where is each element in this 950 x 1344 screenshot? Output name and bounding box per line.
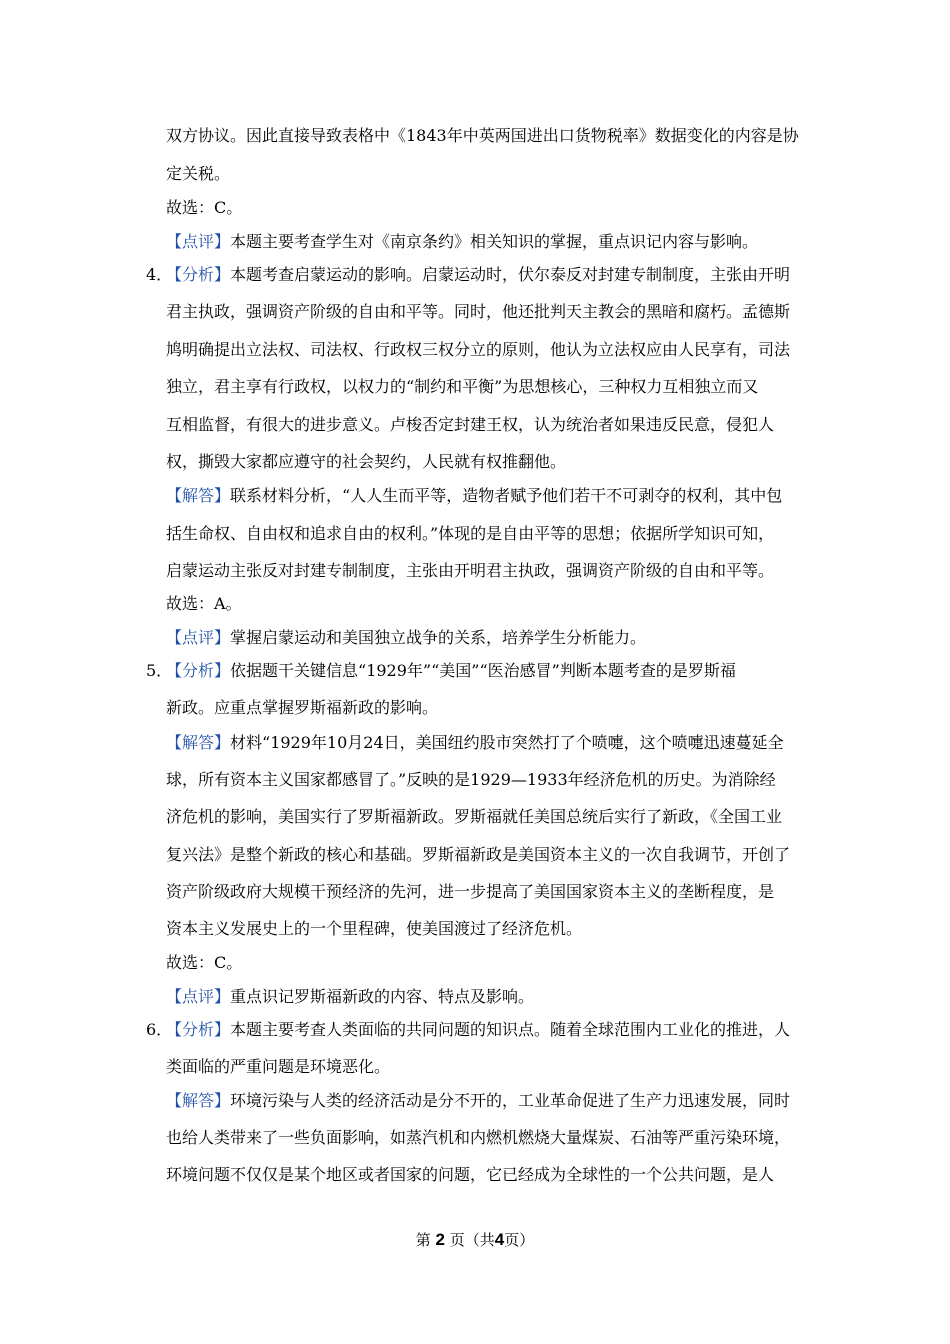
q4-analysis-line-6: 权，撕毁大家都应遵守的社会契约，人民就有权推翻他。 [166, 452, 567, 471]
q4-analysis-line-2: 君主执政，强调资产阶级的自由和平等。同时，他还批判天主教会的黑暗和腐朽。孟德斯 [166, 302, 791, 321]
q6-number: 6． [146, 1020, 173, 1039]
q4-analysis-line-3: 鸠明确提出立法权、司法权、行政权三权分立的原则，他认为立法权应由人民享有，司法 [166, 340, 791, 359]
q4-answer: 故选：A。 [166, 594, 242, 613]
q3-answer: 故选：C。 [166, 198, 243, 217]
q4-solution-line-1: 【解答】联系材料分析，“人人生而平等，造物者赋予他们若干不可剥夺的权利，其中包 [166, 486, 783, 505]
analysis-tag: 【分析】 [166, 661, 231, 680]
current-page-number: 2 [435, 1230, 445, 1249]
q5-solution-line-4: 复兴法》是整个新政的核心和基础。罗斯福新政是美国资本主义的一次自我调节，开创了 [166, 845, 791, 864]
total-page-number: 4 [494, 1230, 505, 1249]
q3-review [166, 232, 758, 252]
q4-analysis-line-1: 【分析】本题考查启蒙运动的影响。启蒙运动时，伏尔泰反对封建专制制度，主张由开明 [166, 265, 791, 284]
q5-review: 【点评】重点识记罗斯福新政的内容、特点及影响。 [166, 987, 535, 1006]
q5-analysis-line-2: 新政。应重点掌握罗斯福新政的影响。 [166, 698, 439, 717]
review-tag: 【点评】 [166, 628, 231, 647]
q6-solution-line-1: 【解答】环境污染与人类的经济活动是分不开的，工业革命促进了生产力迅速发展，同时 [166, 1091, 791, 1110]
analysis-tag: 【分析】 [166, 265, 231, 284]
q5-solution-line-1: 【解答】材料“1929年10月24日，美国纽约股市突然打了个喷嚏，这个喷嚏迅速蔓延全 [166, 733, 784, 752]
review-tag: 【点评】 [166, 232, 231, 251]
q6-solution-line-3: 环境问题不仅仅是某个地区或者国家的问题，它已经成为全球性的一个公共问题，是人 [166, 1165, 775, 1184]
q6-analysis-line-1: 【分析】本题主要考查人类面临的共同问题的知识点。随着全球范围内工业化的推进，人 [166, 1020, 791, 1039]
q4-number: 4． [146, 265, 173, 284]
q4-solution-line-2: 括生命权、自由权和追求自由的权利。”体现的是自由平等的思想；依据所学知识可知， [166, 524, 775, 543]
q5-answer: 故选：C。 [166, 953, 243, 972]
q5-solution-line-2: 球，所有资本主义国家都感冒了。”反映的是1929—1933年经济危机的历史。为消除经 [166, 770, 776, 789]
q4-solution-line-3: 启蒙运动主张反对封建专制制度，主张由开明君主执政，强调资产阶级的自由和平等。 [166, 561, 775, 580]
q4-analysis-line-4: 独立，君主享有行政权，以权力的“制约和平衡”为思想核心，三种权力互相独立而又 [166, 377, 759, 396]
q4-analysis-line-5: 互相监督，有很大的进步意义。卢梭否定封建王权，认为统治者如果违反民意，侵犯人 [166, 415, 775, 434]
q6-solution-line-2: 也给人类带来了一些负面影响，如蒸汽机和内燃机燃烧大量煤炭、石油等严重污染环境， [166, 1128, 791, 1147]
q5-analysis-line-1: 【分析】依据题干关键信息“1929年”“美国”“医治感冒”判断本题考查的是罗斯福 [166, 661, 736, 680]
review-tag: 【点评】 [166, 987, 231, 1006]
solution-tag: 【解答】 [166, 1091, 231, 1110]
q4-review: 【点评】掌握启蒙运动和美国独立战争的关系，培养学生分析能力。 [166, 628, 647, 647]
q3-line-1: 双方协议。因此直接导致表格中《1843年中英两国进出口货物税率》数据变化的内容是协 [166, 126, 799, 145]
solution-tag: 【解答】 [166, 486, 231, 505]
q6-analysis-line-2: 类面临的严重问题是环境恶化。 [166, 1057, 391, 1076]
q3-line-2: 定关税。 [166, 164, 231, 183]
q5-number: 5． [146, 661, 173, 680]
q5-solution-line-3: 济危机的影响，美国实行了罗斯福新政。罗斯福就任美国总统后实行了新政，《全国工业 [166, 807, 783, 826]
page-footer: 第 2 页（共4页） [415, 1230, 535, 1249]
q5-solution-line-5: 资产阶级政府大规模干预经济的先河，进一步提高了美国国家资本主义的垄断程度，是 [166, 882, 775, 901]
q5-solution-line-6: 资本主义发展史上的一个里程碑，使美国渡过了经济危机。 [166, 919, 583, 938]
solution-tag: 【解答】 [166, 733, 231, 752]
analysis-tag: 【分析】 [166, 1020, 231, 1039]
q3-review-text: 本题主要考查学生对《南京条约》相关知识的掌握，重点识记内容与影响。 [230, 232, 759, 251]
